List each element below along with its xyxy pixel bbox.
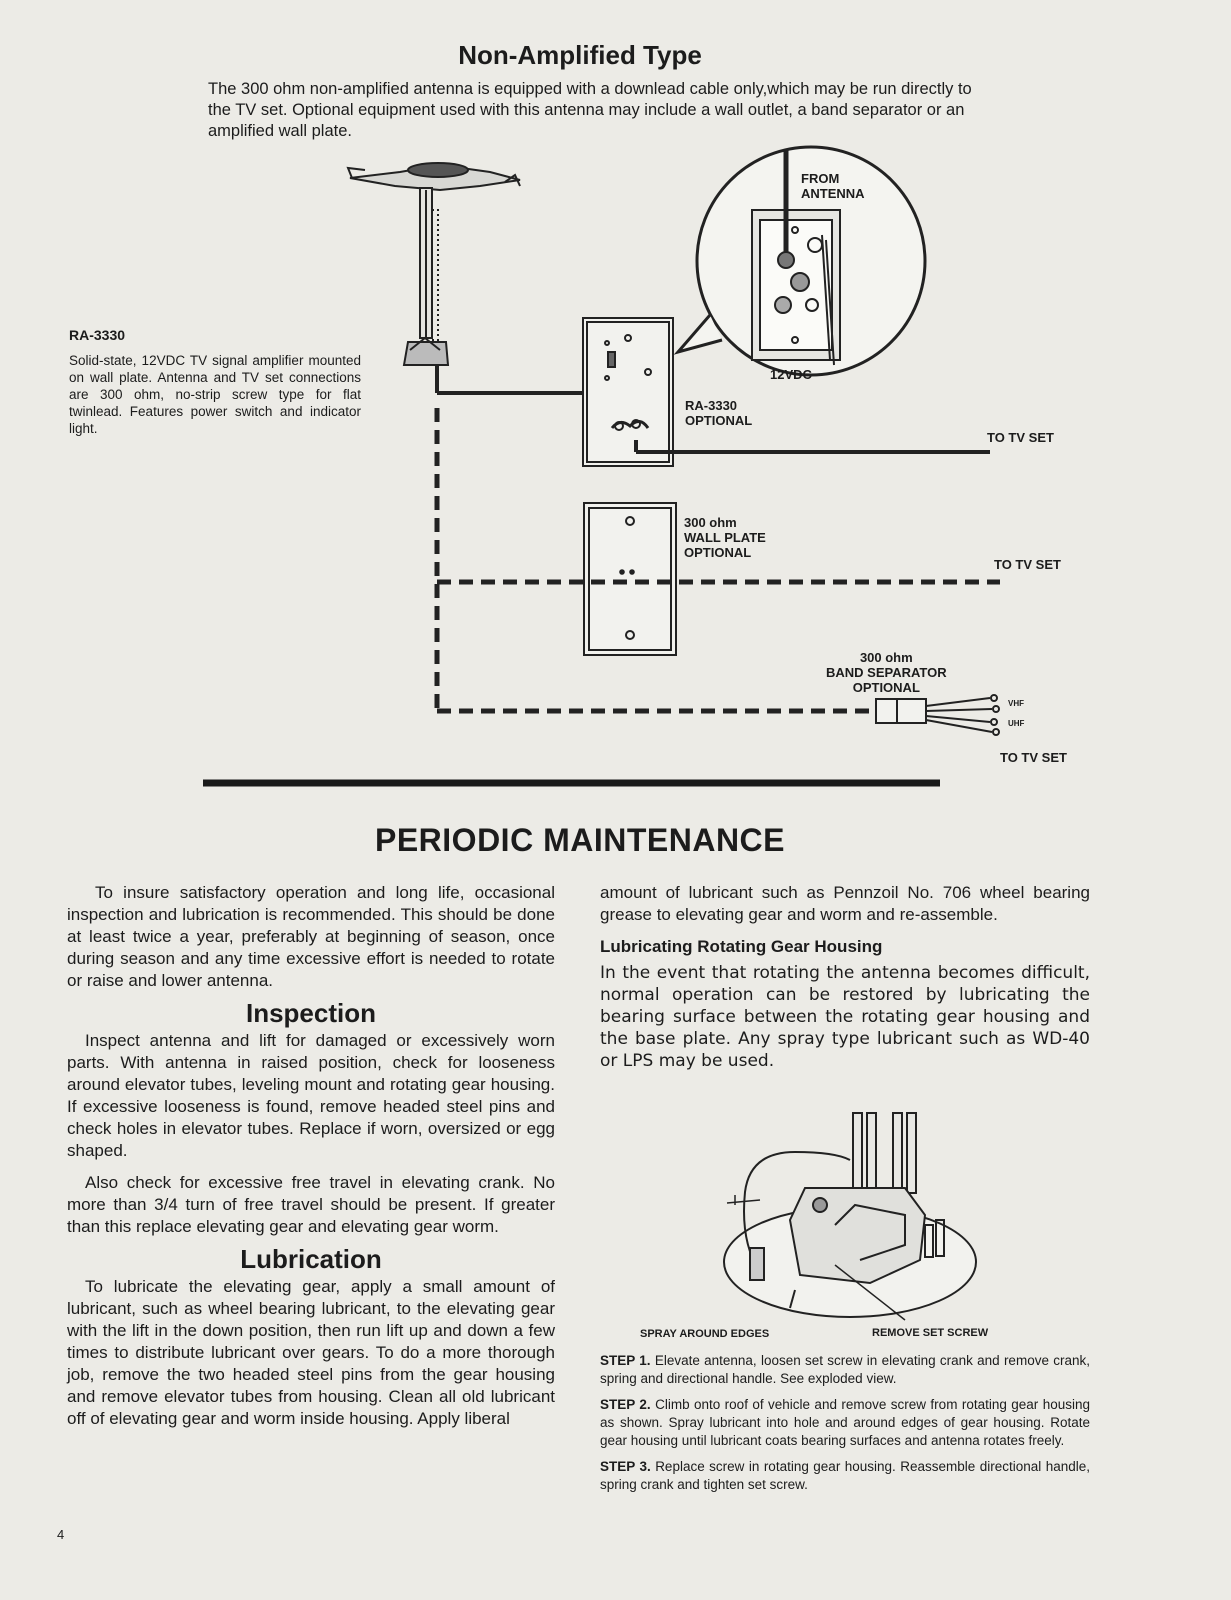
sidebar-description: Solid-state, 12VDC TV signal amplifier mounted on wall plate. Antenna and TV set connections are 300 ohm, no-strip screw type for flat twinlead. Features power switch and indicator light.	[69, 353, 361, 436]
maintenance-title: PERIODIC MAINTENANCE	[374, 822, 785, 858]
left-column	[67, 882, 555, 1440]
vhf-label: VHF	[1008, 699, 1024, 708]
rotating-gear-heading: Lubricating Rotating Gear Housing	[600, 937, 883, 956]
amplifier-plate	[583, 318, 673, 466]
wall-plate	[584, 503, 676, 655]
antenna-illustration	[348, 163, 520, 365]
caption-spray-edges: SPRAY AROUND EDGES	[640, 1328, 770, 1340]
step-3: STEP 3. Replace screw in rotating gear housing. Reassemble directional handle, spring crank and tighten set screw.	[600, 1459, 1090, 1492]
rotating-gear-paragraph: In the event that rotating the antenna becomes difficult, normal operation can be restored by lubricating the bearing surface between the rotating gear housing and the base plate. Any spray type lubricant such as WD-40 or LPS may be used.	[600, 963, 1090, 1071]
lubrication-paragraph-continued: amount of lubricant such as Pennzoil No. 706 wheel bearing grease to elevating gear and worm and re-assemble.	[600, 883, 1090, 924]
lubrication-heading: Lubrication	[240, 1244, 382, 1274]
uhf-label: UHF	[1008, 719, 1025, 728]
wall-plate-label: 300 ohm WALL PLATE OPTIONAL	[684, 515, 766, 560]
amplifier-label: RA-3330 OPTIONAL	[685, 398, 753, 428]
lubrication-paragraph: To lubricate the elevating gear, apply a small amount of lubricant, such as wheel bearing lubricant, to the elevating gear with the lift in the down position, then run lift up and down a few times to distribute lubricant over gears. To do a more thorough job, remove the two headed steel pins from the gear housing and remove elevator tubes from housing. Clean all old lubricant off of elevating gear and worm inside housing. Apply liberal	[67, 1277, 555, 1428]
steps	[600, 1352, 1090, 1502]
inspection-paragraph-2: Also check for excessive free travel in elevating crank. No more than 3/4 turn of free travel should be present. If greater than this replace elevating gear and elevating gear worm.	[67, 1173, 555, 1236]
to-tv-set-label-3: TO TV SET	[1000, 750, 1067, 765]
maintenance-intro: To insure satisfactory operation and long life, occasional inspection and lubrication is recommended. This should be done at least twice a year, preferably at beginning of season, once during season and any time excessive effort is needed to rotate or raise and lower antenna.	[67, 883, 555, 990]
caption-remove-screw: REMOVE SET SCREW	[872, 1327, 989, 1339]
step-2: STEP 2. Climb onto roof of vehicle and remove screw from rotating gear housing as shown. Spray lubricant into hole and around edges of gear housing. Rotate gear housing until lubricant coats bearing surfaces and antenna rotates freely.	[600, 1397, 1090, 1448]
from-antenna-label: FROM ANTENNA	[801, 171, 865, 201]
voltage-label: 12VDC	[770, 367, 812, 382]
band-separator-label: 300 ohm BAND SEPARATOR OPTIONAL	[826, 650, 947, 695]
step-1: STEP 1. Elevate antenna, loosen set screw in elevating crank and remove crank, spring and directional handle. See exploded view.	[600, 1353, 1090, 1386]
right-column	[600, 882, 1090, 1082]
section-title: Non-Amplified Type	[458, 40, 702, 70]
inspection-paragraph-1: Inspect antenna and lift for damaged or excessively worn parts. With antenna in raised position, check for looseness around elevator tubes, leveling mount and rotating gear housing. If excessive looseness is found, remove headed steel pins and check holes in elevator tubes. Replace if worn, oversized or egg shaped.	[67, 1031, 555, 1160]
page-number: 4	[57, 1527, 65, 1542]
band-separator	[876, 695, 999, 735]
gear-housing-illustration	[724, 1113, 976, 1320]
to-tv-set-label-2: TO TV SET	[994, 557, 1061, 572]
to-tv-set-label-1: TO TV SET	[987, 430, 1054, 445]
intro-paragraph: The 300 ohm non-amplified antenna is equipped with a downlead cable only,which may be run directly to the TV set. Optional equipment used with this antenna may include a wall outlet, a band separator or an amplified wall plate.	[208, 80, 972, 140]
inspection-heading: Inspection	[245, 998, 376, 1028]
sidebar-title: RA-3330	[69, 327, 126, 343]
